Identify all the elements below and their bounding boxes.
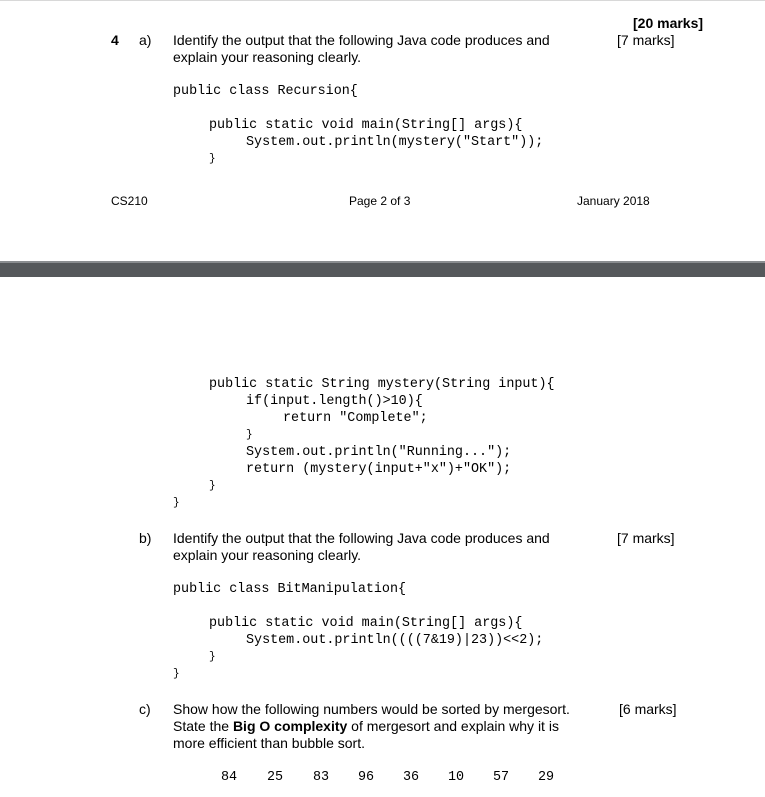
number-item: 96 bbox=[358, 770, 375, 785]
part-c-text-line3: more efficient than bubble sort. bbox=[173, 735, 365, 751]
part-c-label: c) bbox=[139, 701, 151, 717]
code-line: public static String mystery(String input){ bbox=[209, 377, 555, 392]
code-line: public class Recursion{ bbox=[173, 84, 358, 99]
code-line: } bbox=[209, 153, 216, 165]
number-item: 29 bbox=[538, 770, 555, 785]
code-line: if(input.length()>10){ bbox=[246, 394, 423, 409]
big-o-emphasis: Big O complexity bbox=[232, 718, 348, 734]
part-c-text-pre: State the bbox=[173, 718, 233, 734]
part-a-text-line1: Identify the output that the following Java code produces and bbox=[173, 32, 550, 48]
footer-page: Page 2 of 3 bbox=[349, 194, 411, 208]
code-line: } bbox=[246, 429, 253, 441]
question-number: 4 bbox=[111, 32, 119, 48]
number-item: 36 bbox=[403, 770, 420, 785]
part-c-text-line1: Show how the following numbers would be sorted by mergesort. bbox=[173, 701, 570, 717]
code-line: return "Complete"; bbox=[283, 411, 428, 426]
code-line: return (mystery(input+"x")+"OK"); bbox=[246, 462, 512, 477]
code-line: System.out.println(mystery("Start")); bbox=[246, 135, 544, 150]
part-c-text-post: of mergesort and explain why it is bbox=[347, 718, 559, 734]
part-a-marks: [7 marks] bbox=[617, 32, 675, 48]
code-line: } bbox=[173, 668, 180, 680]
top-border bbox=[0, 0, 765, 1]
part-a-text-line2: explain your reasoning clearly. bbox=[173, 49, 362, 65]
code-line: } bbox=[209, 651, 216, 663]
code-line: public class BitManipulation{ bbox=[173, 582, 407, 597]
footer-course: CS210 bbox=[111, 194, 148, 208]
code-line: } bbox=[173, 497, 180, 509]
part-b-marks: [7 marks] bbox=[617, 530, 675, 546]
part-b-label: b) bbox=[139, 530, 152, 546]
number-item: 83 bbox=[313, 770, 330, 785]
code-line: System.out.println("Running..."); bbox=[246, 445, 512, 460]
code-line: public static void main(String[] args){ bbox=[209, 616, 523, 631]
part-b-text-line2: explain your reasoning clearly. bbox=[173, 547, 362, 563]
part-c-text-line2 bbox=[173, 718, 559, 735]
part-b-text-line1: Identify the output that the following Java code produces and bbox=[173, 530, 550, 546]
footer-date: January 2018 bbox=[577, 194, 650, 208]
total-marks: [20 marks] bbox=[633, 15, 704, 31]
number-item: 84 bbox=[221, 770, 238, 785]
code-line: } bbox=[209, 480, 216, 492]
code-line: System.out.println((((7&19)|23))<<2); bbox=[246, 633, 544, 648]
code-line: public static void main(String[] args){ bbox=[209, 118, 523, 133]
number-item: 10 bbox=[448, 770, 465, 785]
part-c-marks: [6 marks] bbox=[619, 701, 677, 717]
number-item: 57 bbox=[493, 770, 510, 785]
page-divider bbox=[0, 263, 765, 277]
number-item: 25 bbox=[267, 770, 284, 785]
part-a-label: a) bbox=[139, 32, 152, 48]
